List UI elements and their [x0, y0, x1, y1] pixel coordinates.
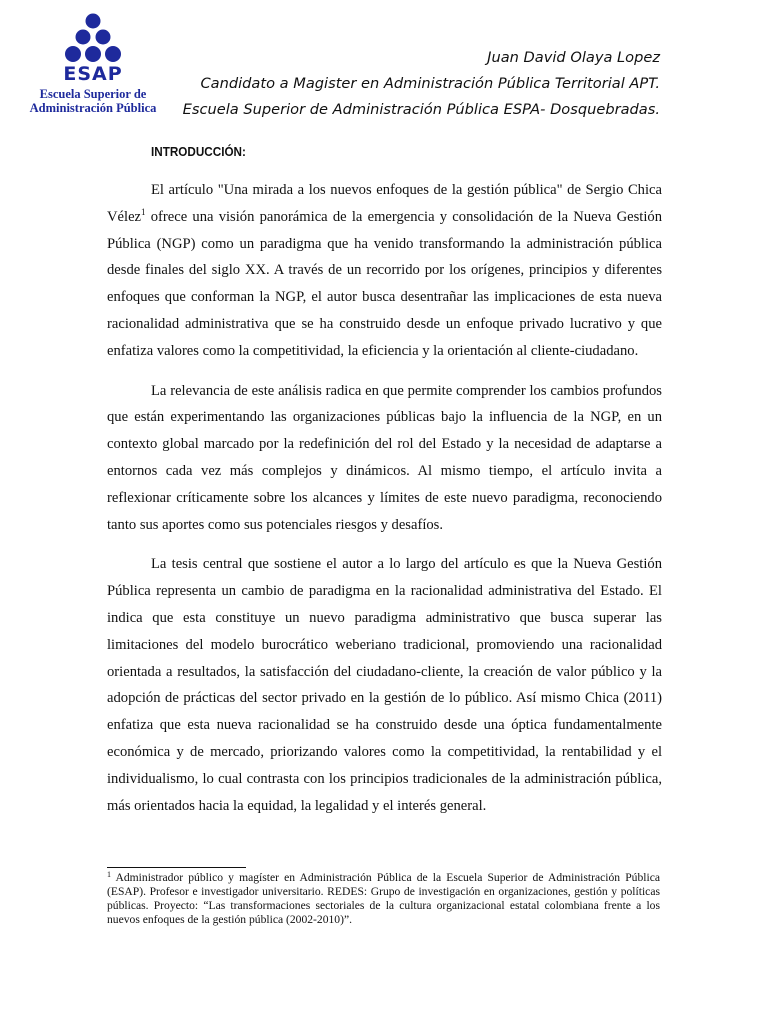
author-role: Candidato a Magister en Administración Pública Territorial APT. — [200, 75, 660, 92]
logo-text-line-1: Escuela Superior de — [39, 87, 147, 101]
author-institution: Escuela Superior de Administración Pública ESPA- Dosquebradas. — [182, 101, 660, 118]
footnote-separator — [107, 867, 246, 868]
author-block — [183, 45, 660, 123]
logo-text-line-2: Administración Pública — [29, 101, 157, 115]
esap-logo — [26, 12, 160, 118]
section-heading: INTRODUCCIÓN: — [151, 144, 246, 159]
paragraph-1-text-end: ofrece una visión panorámica de la emergencia y consolidación de la Nueva Gestión Pública (NGP) como un paradigma que ha venido transformando la administración pública desde finales del siglo XX. A través de un recorrido por los orígenes, principios y diferentes enfoques que conforman la NGP, el autor busca desentrañar las implicaciones de esta nueva racionalidad administrativa que se ha construido desde un enfoque privado lucrativo y que enfatiza valores como la competitividad, la eficiencia y la orientación al cliente-ciudadano. — [107, 208, 662, 359]
author-name: Juan David Olaya Lopez — [487, 49, 660, 66]
paragraph-1 — [107, 177, 662, 365]
footnote — [107, 871, 660, 927]
paragraph-2: La relevancia de este análisis radica en que permite comprender los cambios profundos que están experimentando las organizaciones públicas bajo la influencia de la NGP, en un contexto global marcado por la redefinición del rol del Estado y la necesidad de adaptarse a entornos cada vez más complejos y dinámicos. Al mismo tiempo, el artículo invita a reflexionar críticamente sobre los alcances y límites de este nuevo paradigma, reconociendo tanto sus aportes como sus potenciales riesgos y desafíos. — [107, 382, 662, 533]
esap-logo-mark — [53, 12, 133, 84]
footnote-text: Administrador público y magíster en Administración Pública de la Escuela Superior de Administración Pública (ESAP). Profesor e investigador universitario. REDES: Grupo de investigación en organizaciones, gestión y políticas públicas. Proyecto: “Las transformaciones sectoriales de la cultura organizacional estatal colombiana frente a los nuevos enfoques de la gestión pública (2002-2010)”. — [107, 871, 660, 926]
footnote-reference[interactable]: 1 — [141, 206, 146, 217]
document-body — [107, 177, 662, 832]
footnote-marker: 1 — [107, 870, 111, 879]
paragraph-1-text-start: El artículo "Una mirada a los nuevos enfoques de la gestión pública" de Sergio Chica Vélez — [107, 182, 662, 225]
paragraph-3: La tesis central que sostiene el autor a lo largo del artículo es que la Nueva Gestión Pública representa un cambio de paradigma en la racionalidad administrativa del Estado. El indica que esta constituye un nuevo paradigma administrativo que busca superar las limitaciones del modelo burocrático weberiano tradicional, promoviendo una racionalidad orientada a resultados, la satisfacción del ciudadano-cliente, la creación de valor público y la adopción de prácticas del sector privado en la gestión de lo público. Así mismo Chica (2011) enfatiza que esta nueva racionalidad se ha construido desde una óptica fundamentalmente económica y de mercado, priorizando valores como la competitividad, la rentabilidad y el individualismo, lo cual contrasta con los principios tradicionales de la administración pública, más orientados hacia la equidad, la legalidad y el interés general. — [107, 556, 662, 814]
esap-wordmark: ESAP — [63, 63, 123, 84]
